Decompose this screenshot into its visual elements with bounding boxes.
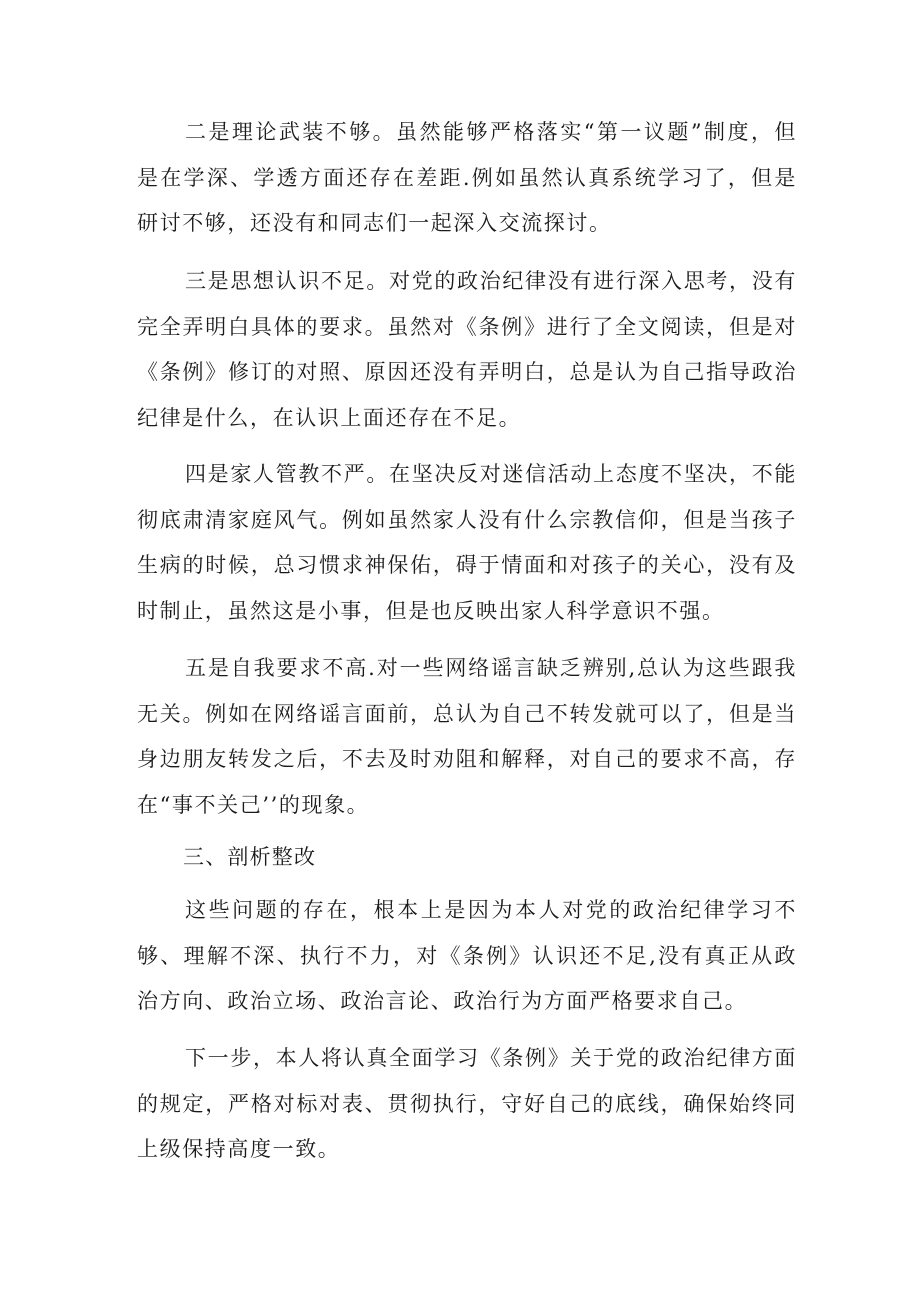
paragraph-root-cause: 这些问题的存在，根本上是因为本人对党的政治纪律学习不够、理解不深、执行不力，对《条例》认识还不足,没有真正从政治方向、政治立场、政治言论、政治行为方面严格要求自己。 xyxy=(137,898,797,1013)
paragraph-theory-arming: 二是理论武装不够。虽然能够严格落实“第一议题”制度，但是在学深、学透方面还存在差距.例如虽然认真系统学习了，但是研讨不够，还没有和同志们一起深入交流探讨。 xyxy=(137,120,797,235)
paragraph-self-requirement: 五是自我要求不高.对一些网络谣言缺乏辨别,总认为这些跟我无关。例如在网络谣言面前，总认为自己不转发就可以了，但是当身边朋友转发之后，不去及时劝阻和解释，对自己的要求不高，存在“事不关己’’的现象。 xyxy=(137,656,797,817)
paragraph-ideological-understanding: 三是思想认识不足。对党的政治纪律没有进行深入思考，没有完全弄明白具体的要求。虽然对《条例》进行了全文阅读，但是对《条例》修订的对照、原因还没有弄明白，总是认为自己指导政治纪律是什么，在认识上面还存在不足。 xyxy=(137,269,797,430)
paragraph-next-step: 下一步，本人将认真全面学习《条例》关于党的政治纪律方面的规定，严格对标对表、贯彻执行，守好自己的底线，确保始终同上级保持高度一致。 xyxy=(137,1046,797,1161)
section-heading-analysis-rectification: 三、剖析整改 xyxy=(183,845,317,869)
paragraph-family-discipline: 四是家人管教不严。在坚决反对迷信活动上态度不坚决，不能彻底肃清家庭风气。例如虽然家人没有什么宗教信仰，但是当孩子生病的时候，总习惯求神保佑，碍于情面和对孩子的关心，没有及时制止，虽然这是小事，但是也反映出家人科学意识不强。 xyxy=(137,462,797,623)
